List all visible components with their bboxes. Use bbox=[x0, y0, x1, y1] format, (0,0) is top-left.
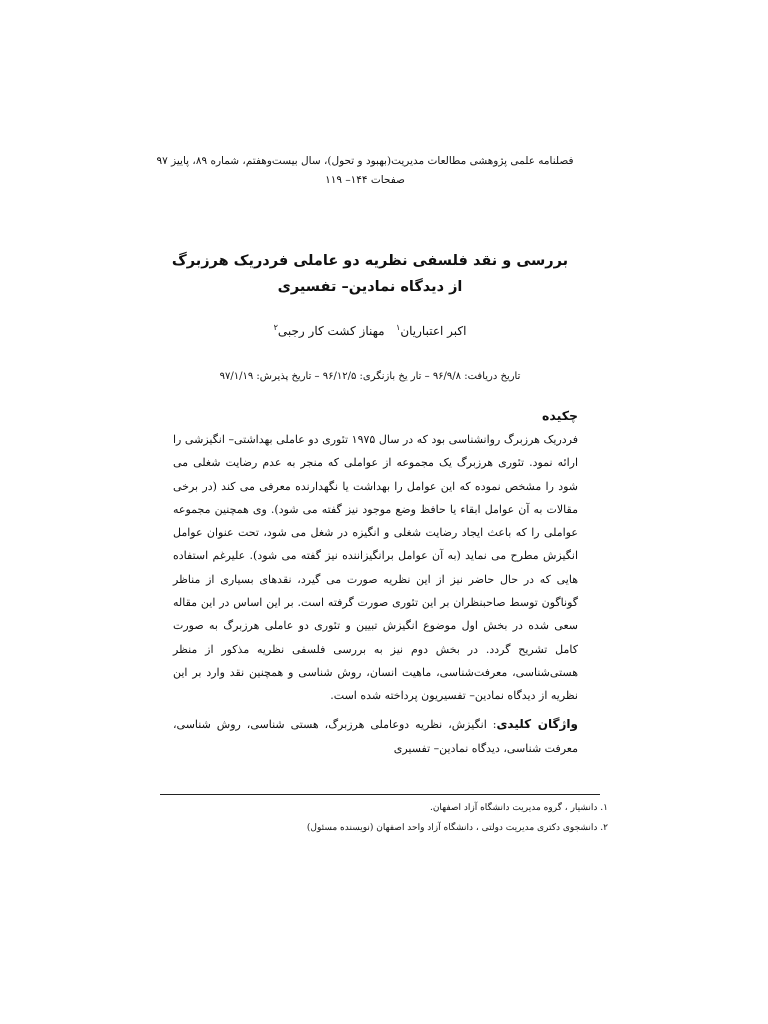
footnotes bbox=[168, 798, 608, 838]
keywords-label: واژگان کلیدی bbox=[496, 717, 578, 731]
author-2 bbox=[274, 324, 385, 338]
title-line-2: از دیدگاه نمادین– تفسیری bbox=[277, 279, 463, 295]
footnote-2: ۲. دانشجوی دکتری مدیریت دولتی ، دانشگاه آزاد واحد اصفهان (نویسنده مسئول) bbox=[306, 823, 608, 833]
abstract-body: فردریک هرزبرگ روانشناسی بود که در سال ۱۹۷۵ تئوری دو عاملی بهداشتی– انگیزشی را ارائه نمود. تئوری هرزبرگ یک مجموعه از عواملی که منجر به عدم رضایت شغلی می شود را مشخص نموده که این عوامل را بهداشت یا نگهدارنده معرفی می کند (در برخی مقالات به آن عوامل ابقاء یا حافظ وضع موجود نیز گفته می شود). وی همچنین مجموعه عواملی را که باعث ایجاد رضایت شغلی و انگیزه در شغل می شود، تحت عنوان عوامل انگیزش مطرح می نماید (به آن عوامل برانگیزاننده نیز گفته می شود). علیرغم استفاده هایی که در حال حاضر نیز از این نظریه صورت می گیرد، نقدهای بسیاری از مناظر گوناگون توسط صاحبنظران بر این تئوری صورت گرفته است. بر این اساس در این مقاله سعی شده در بخش اول موضوع انگیزش تبیین و تئوری دو عاملی هرزبرگ به صورت کامل تشریح گردد. در بخش دوم نیز به بررسی فلسفی نظریه مذکور از منظر هستی‌شناسی، معرفت‌شناسی، ماهیت انسان، روش شناسی و همچنین نقد وارد بر این نظریه از دیدگاه نمادین– تفسیریون پرداخته شده است. bbox=[173, 433, 579, 703]
submission-dates: تاریخ دریافت: ۹۶/۹/۸ – تار یخ بازنگری: ۹۶/۱۲/۵ – تاریخ پذیرش: ۹۷/۱/۱۹ bbox=[219, 371, 521, 382]
author-2-footnote-mark: ۲ bbox=[273, 323, 278, 332]
title-line-1: بررسی و نقد فلسفی نظریه دو عاملی فردریک هرزبرگ bbox=[171, 253, 569, 269]
keywords-section: واژگان کلیدی: انگیزش، نظریه دوعاملی هرزبرگ، هستی شناسی، روش شناسی، معرفت شناسی، دیدگاه نمادین– تفسیری bbox=[173, 717, 578, 755]
journal-citation: فصلنامه علمی پژوهشی مطالعات مدیریت(بهبود و تحول)، سال بیست‌وهفتم، شماره ۸۹، پاییز ۹۷ bbox=[156, 155, 574, 167]
footnote-divider bbox=[160, 794, 600, 795]
author-list bbox=[200, 318, 540, 341]
author-1-footnote-mark: ۱ bbox=[396, 323, 401, 332]
page-range: صفحات ۱۴۴– ۱۱۹ bbox=[325, 174, 405, 186]
author-1 bbox=[396, 324, 466, 338]
author-1-name: اکبر اعتباریان bbox=[400, 324, 467, 338]
author-2-name: مهناز کشت کار رجبی bbox=[277, 324, 385, 338]
journal-header bbox=[150, 152, 580, 190]
abstract-heading: چکیده bbox=[542, 408, 578, 423]
keywords-list: انگیزش، نظریه دوعاملی هرزبرگ، هستی شناسی، روش شناسی، معرفت شناسی، دیدگاه نمادین– تفسیری bbox=[173, 718, 578, 755]
footnote-1: ۱. دانشیار ، گروه مدیریت دانشگاه آزاد اصفهان. bbox=[429, 803, 608, 813]
article-title bbox=[150, 248, 590, 300]
